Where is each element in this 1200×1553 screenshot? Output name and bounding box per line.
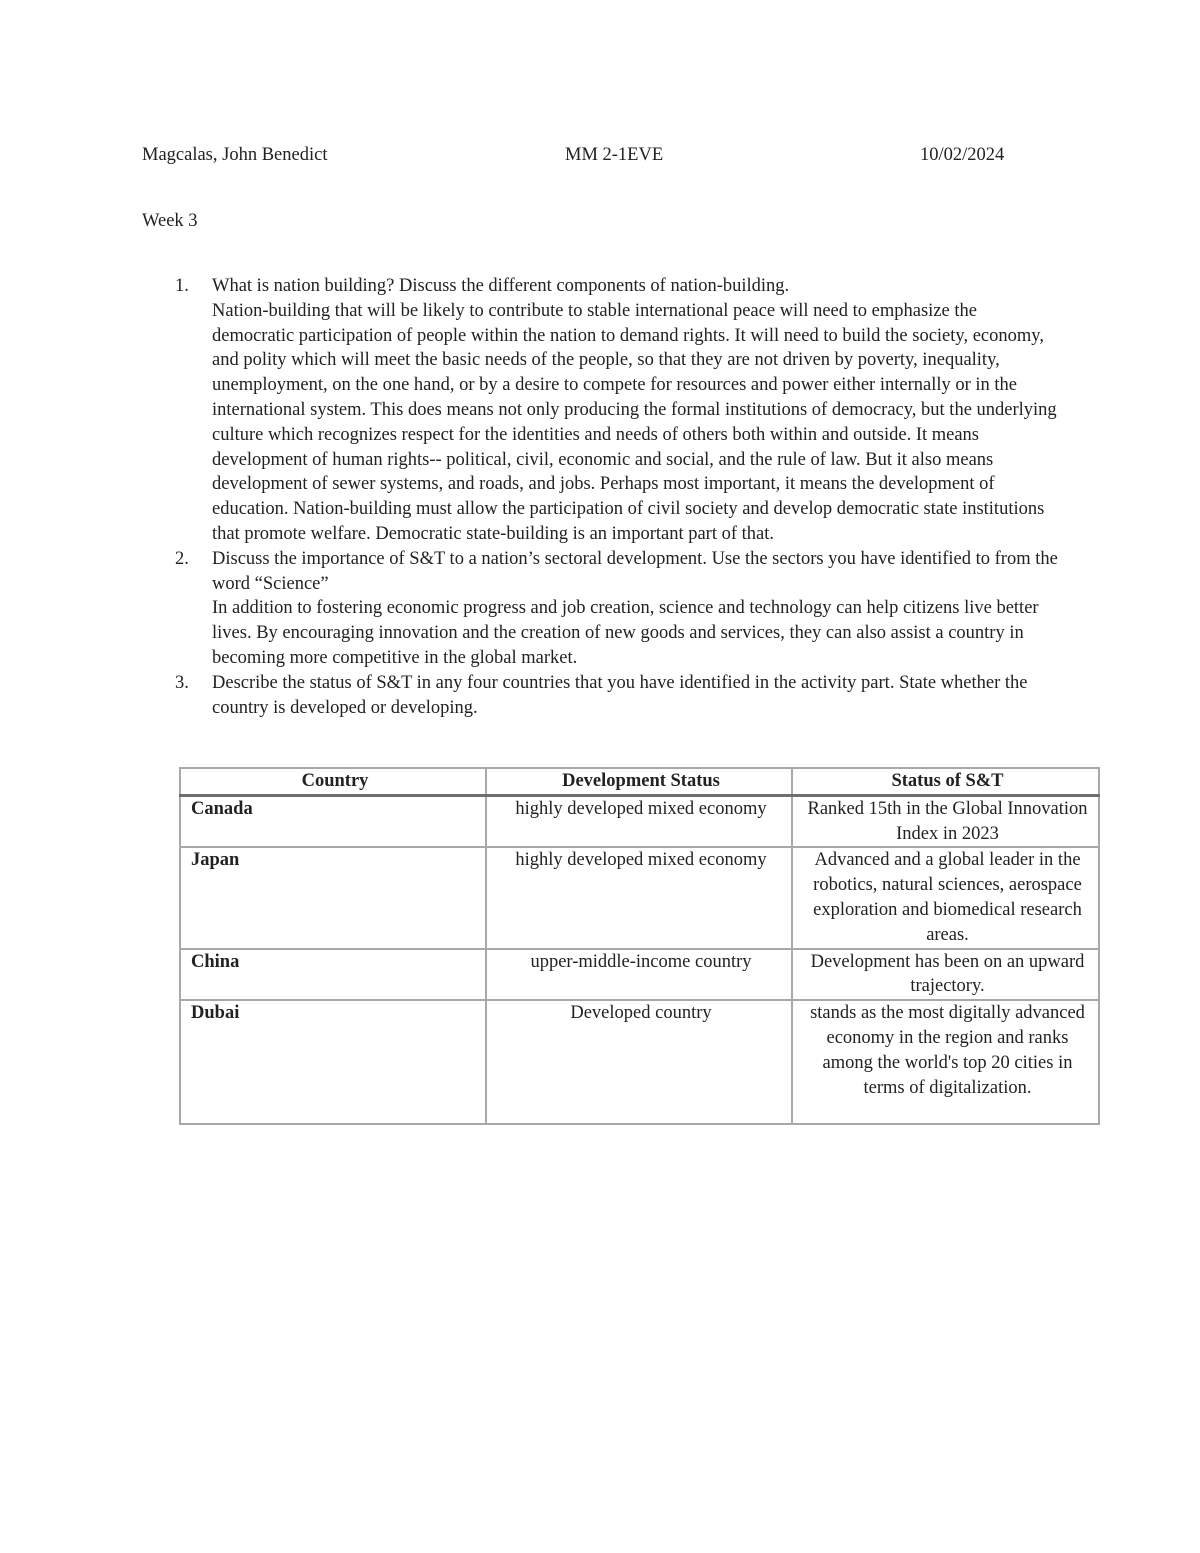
question-list [0, 274, 1200, 720]
st-status-cell: Advanced and a global leader in the robotics, natural sciences, aerospace exploration and biomedical research areas. [792, 847, 1099, 948]
submission-date: 10/02/2024 [920, 145, 1005, 165]
answer-text: Nation-building that will be likely to contribute to stable international peace will need to emphasize the democratic participation of people within the nation to demand rights. It will need to build the society, economy, and polity which will meet the basic needs of the people, so that they are not driven by poverty, inequality, unemployment, on the one hand, or by a desire to compete for resources and power either internally or in the international system. This does means not only producing the formal institutions of democracy, but the underlying culture which recognizes respect for the identities and needs of others both within and outside. It means development of human rights-- political, civil, economic and social, and the rule of law. But it also means development of sewer systems, and roads, and jobs. Perhaps most important, it means the development of education. Nation-building must allow the participation of civil society and develop democratic state institutions that promote welfare. Democratic state-building is an important part of that. [212, 300, 1057, 544]
table-row [180, 847, 1099, 948]
country-cell: Dubai [180, 1000, 486, 1124]
table-row [180, 1000, 1099, 1124]
table-header-row [180, 768, 1099, 795]
document-header [142, 143, 1022, 167]
country-cell: China [180, 949, 486, 1001]
question-text: What is nation building? Discuss the different components of nation-building. [212, 276, 790, 296]
question-number: 2. [175, 548, 189, 569]
column-header-st-status: Status of S&T [792, 768, 1099, 795]
answer-text: In addition to fostering economic progress and job creation, science and technology can help citizens live better lives. By encouraging innovation and the creation of new goods and services, they can also assist a country in becoming more competitive in the global market. [212, 598, 1039, 668]
st-status-cell: Ranked 15th in the Global Innovation Index in 2023 [792, 795, 1099, 847]
course-section: MM 2-1EVE [565, 145, 664, 165]
column-header-country: Country [180, 768, 486, 795]
student-name: Magcalas, John Benedict [142, 145, 328, 165]
country-cell: Japan [180, 847, 486, 948]
country-cell: Canada [180, 795, 486, 847]
country-status-table [179, 767, 1100, 1125]
question-text: Describe the status of S&T in any four countries that you have identified in the activity part. State whether the country is developed or developing. [212, 672, 1028, 718]
question-number: 3. [175, 672, 189, 693]
st-status-cell: Development has been on an upward trajectory. [792, 949, 1099, 1001]
table-row [180, 795, 1099, 847]
week-label: Week 3 [142, 211, 198, 231]
question-item-1 [175, 274, 1062, 547]
question-item-3 [175, 671, 1062, 721]
development-status-cell: upper-middle-income country [486, 949, 792, 1001]
question-number: 1. [175, 276, 189, 296]
st-status-cell: stands as the most digitally advanced economy in the region and ranks among the world's top 20 cities in terms of digitalization. [792, 1000, 1099, 1124]
development-status-cell: Developed country [486, 1000, 792, 1124]
question-text: Discuss the importance of S&T to a nation’s sectoral development. Use the sectors you have identified to from the word “Science” [212, 548, 1058, 594]
column-header-development-status: Development Status [486, 768, 792, 795]
development-status-cell: highly developed mixed economy [486, 795, 792, 847]
table-row [180, 949, 1099, 1001]
development-status-cell: highly developed mixed economy [486, 847, 792, 948]
question-item-2 [175, 547, 1062, 671]
